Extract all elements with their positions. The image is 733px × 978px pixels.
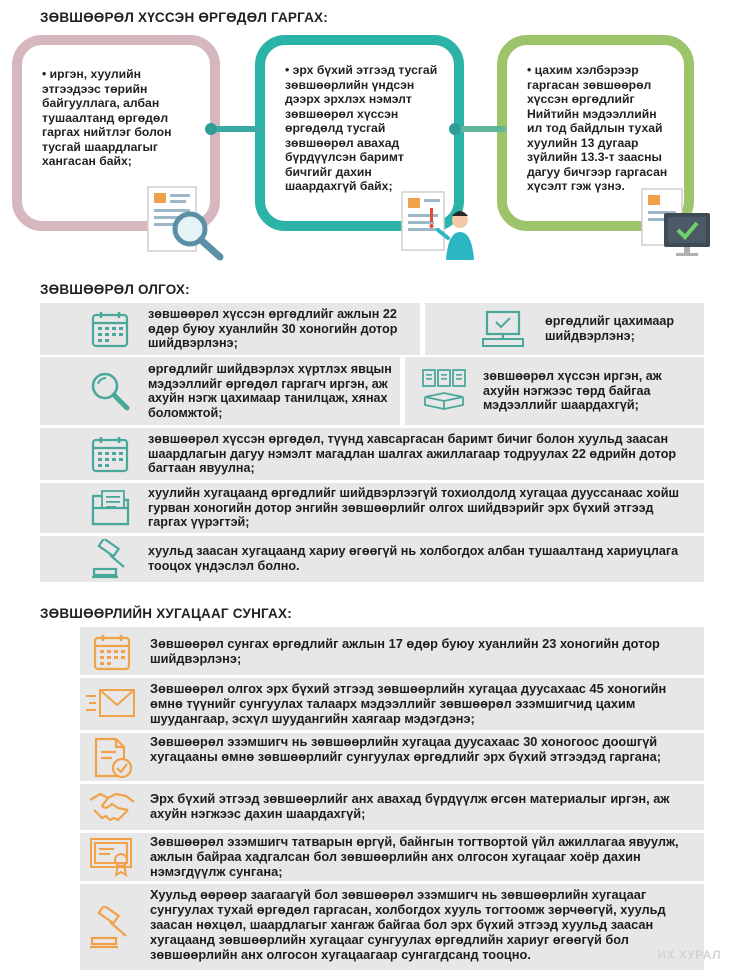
list-item-text: зөвшөөрөл хүссэн өргөдөл, түүнд хавсаргасан баримт бичиг болон хуульд заасан шаардлагын дагуу нэмэлт магадлан шалгах ажиллагаар тодруулах 22 өдрийн дотор багтаан явуулна; [148,432,677,475]
folder-icon [90,488,132,528]
list-item [425,303,704,355]
connector-dot [205,123,217,135]
list-item-text: Зөвшөөрөл олгох эрх бүхий этгээд зөвшөөрлийн хугацаа дуусахаас 45 хоногийн өмнө түүнийг сунгуулах талаарх мэдээллийг зөвшөөрөл эзэмшигчид цахим шуудангаар, эсхүл шуудангийн хаягаар мэдэгдэнэ; [150,681,667,726]
section-title-grant: ЗӨВШӨӨРӨЛ ОЛГОХ: [40,282,190,297]
gavel-icon [88,906,136,950]
list-item [80,784,704,830]
list-item [80,733,704,781]
list-item [80,833,704,881]
certificate-icon [88,836,134,878]
list-item [405,357,704,425]
computer-icon [481,309,525,349]
person-document-icon [398,190,480,262]
list-item [80,884,704,970]
list-item-text: хуульд заасан хугацаанд хариу өгөөгүй нь холбогдох албан тушаалтанд хариуцлага тооцох үндэслэл болно. [148,544,679,573]
list-item-text: хуулийн хугацаанд өргөдлийг шийдвэрлээгүй тохиолдолд хугацаа дууссанаас хойш гурван хоногийн дотор энгийн зөвшөөрлийг олгох шийдвэрийг эрх бүхий этгээд гаргах үүрэгтэй; [148,486,679,529]
list-item [40,357,400,425]
card-text: • иргэн, хуулийн этгээдээс төрийн байгууллага, албан тушаалтанд өргөдөл гаргах нийтлэг болон тусгай шаардлагыг хангасан байх; [42,67,172,168]
connector-dot [449,123,461,135]
watermark-text: ИХ ХУРАЛ [657,948,721,962]
document-magnifier-icon [146,185,228,263]
list-item [40,303,420,355]
envelope-icon [84,686,138,722]
calendar-icon [90,309,130,349]
calendar-icon [90,434,130,474]
list-item [40,428,704,480]
connector-line [456,126,506,132]
list-item-text: Зөвшөөрөл сунгах өргөдлийг ажлын 17 өдөр буюу хуанлийн 23 хоногийн дотор шийдвэрлэнэ; [150,636,660,666]
list-item-text: өргөдлийг шийдвэрлэх хүртлэх явцын мэдээллийг өргөдөл гаргагч иргэн, аж ахуйн нэгж цахимаар танилцаж, хянах боломжтой; [148,362,392,420]
documents-box-icon [419,367,469,413]
document-check-icon [92,736,134,780]
handshake-icon [88,788,136,826]
list-item-text: зөвшөөрөл хүссэн өргөдлийг ажлын 22 өдөр буюу хуанлийн 30 хоногийн дотор шийдвэрлэнэ; [148,307,398,350]
list-item-text: зөвшөөрөл хүссэн иргэн, аж ахуйн нэгжээс төрд байгаа мэдээллийг шаардахгүй; [483,369,662,412]
calendar-icon [92,632,132,672]
list-item-text: өргөдлийг цахимаар шийдвэрлэнэ; [545,314,675,343]
list-item-text: Зөвшөөрөл эзэмшигч татварын өргүй, байнгын тогтвортой үйл ажиллагаа явуулж, ажлын байраа хадгалсан бол зөвшөөрлийн анх олгосон хугацааг хоёр дахин нэмэгдүүлж сунгана; [150,834,679,879]
list-item [40,536,704,582]
card-text: • цахим хэлбэрээр гаргасан зөвшөөрөл хүссэн өргөдлийг Нийтийн мэдээллийн ил тод байдлын тухай хуулийн 13 дугаар зүйлийн 13.3-т заасны дагуу бичгээр гаргасан хүсэлт гэж үзнэ. [527,63,668,193]
section-title-extend: ЗӨВШӨӨРЛИЙН ХУГАЦААГ СУНГАХ: [40,606,292,621]
list-item-text: Хуульд өөрөөр заагаагүй бол зөвшөөрөл эзэмшигч нь зөвшөөрлийн хугацааг сунгуулах тухай өргөдөл гаргасан, холбогдох хууль тогтоомж зөрчөөгүй, хуульд заасан нөхцөл, шаардлагыг хангаж байгаа бол эрх бүхий этгээд хуульд заасан хугацаанд зөвшөөрлийн хугацааг сунгуулах өргөдлийн хариуг өгөөгүй бол зөвшөөрлийн анх олгосон хугацаагаар сунгагдсанд тооцно. [150,887,666,962]
card-text: • эрх бүхий этгээд тусгай зөвшөөрлийн үндсэн дээрх эрхлэх нэмэлт зөвшөөрөл хүссэн өргөдөлд тусгай зөвшөөрөл авахад бүрдүүлсэн баримт бичгийг дахин шаардахгүй байх; [285,63,438,193]
list-item [80,627,704,675]
list-item [80,678,704,730]
list-item-text: Зөвшөөрөл эзэмшигч нь зөвшөөрлийн хугацаа дуусахаас 30 хоногоос доошгүй хугацааны өмнө зөвшөөрлийг сунгуулах өргөдлийг эрх бүхий этгээдэд гаргана; [150,734,662,764]
monitor-check-icon [640,187,714,259]
connector-line [212,126,262,132]
gavel-icon [90,539,134,579]
list-item-text: Эрх бүхий этгээд зөвшөөрлийг анх авахад бүрдүүлж өгсөн материалыг иргэн, аж ахуйн нэгжээс дахин шаардахгүй; [150,791,670,821]
magnifier-icon [88,369,132,413]
section-title-request: ЗӨВШӨӨРӨЛ ХҮССЭН ӨРГӨДӨЛ ГАРГАХ: [40,10,328,25]
list-item [40,483,704,533]
